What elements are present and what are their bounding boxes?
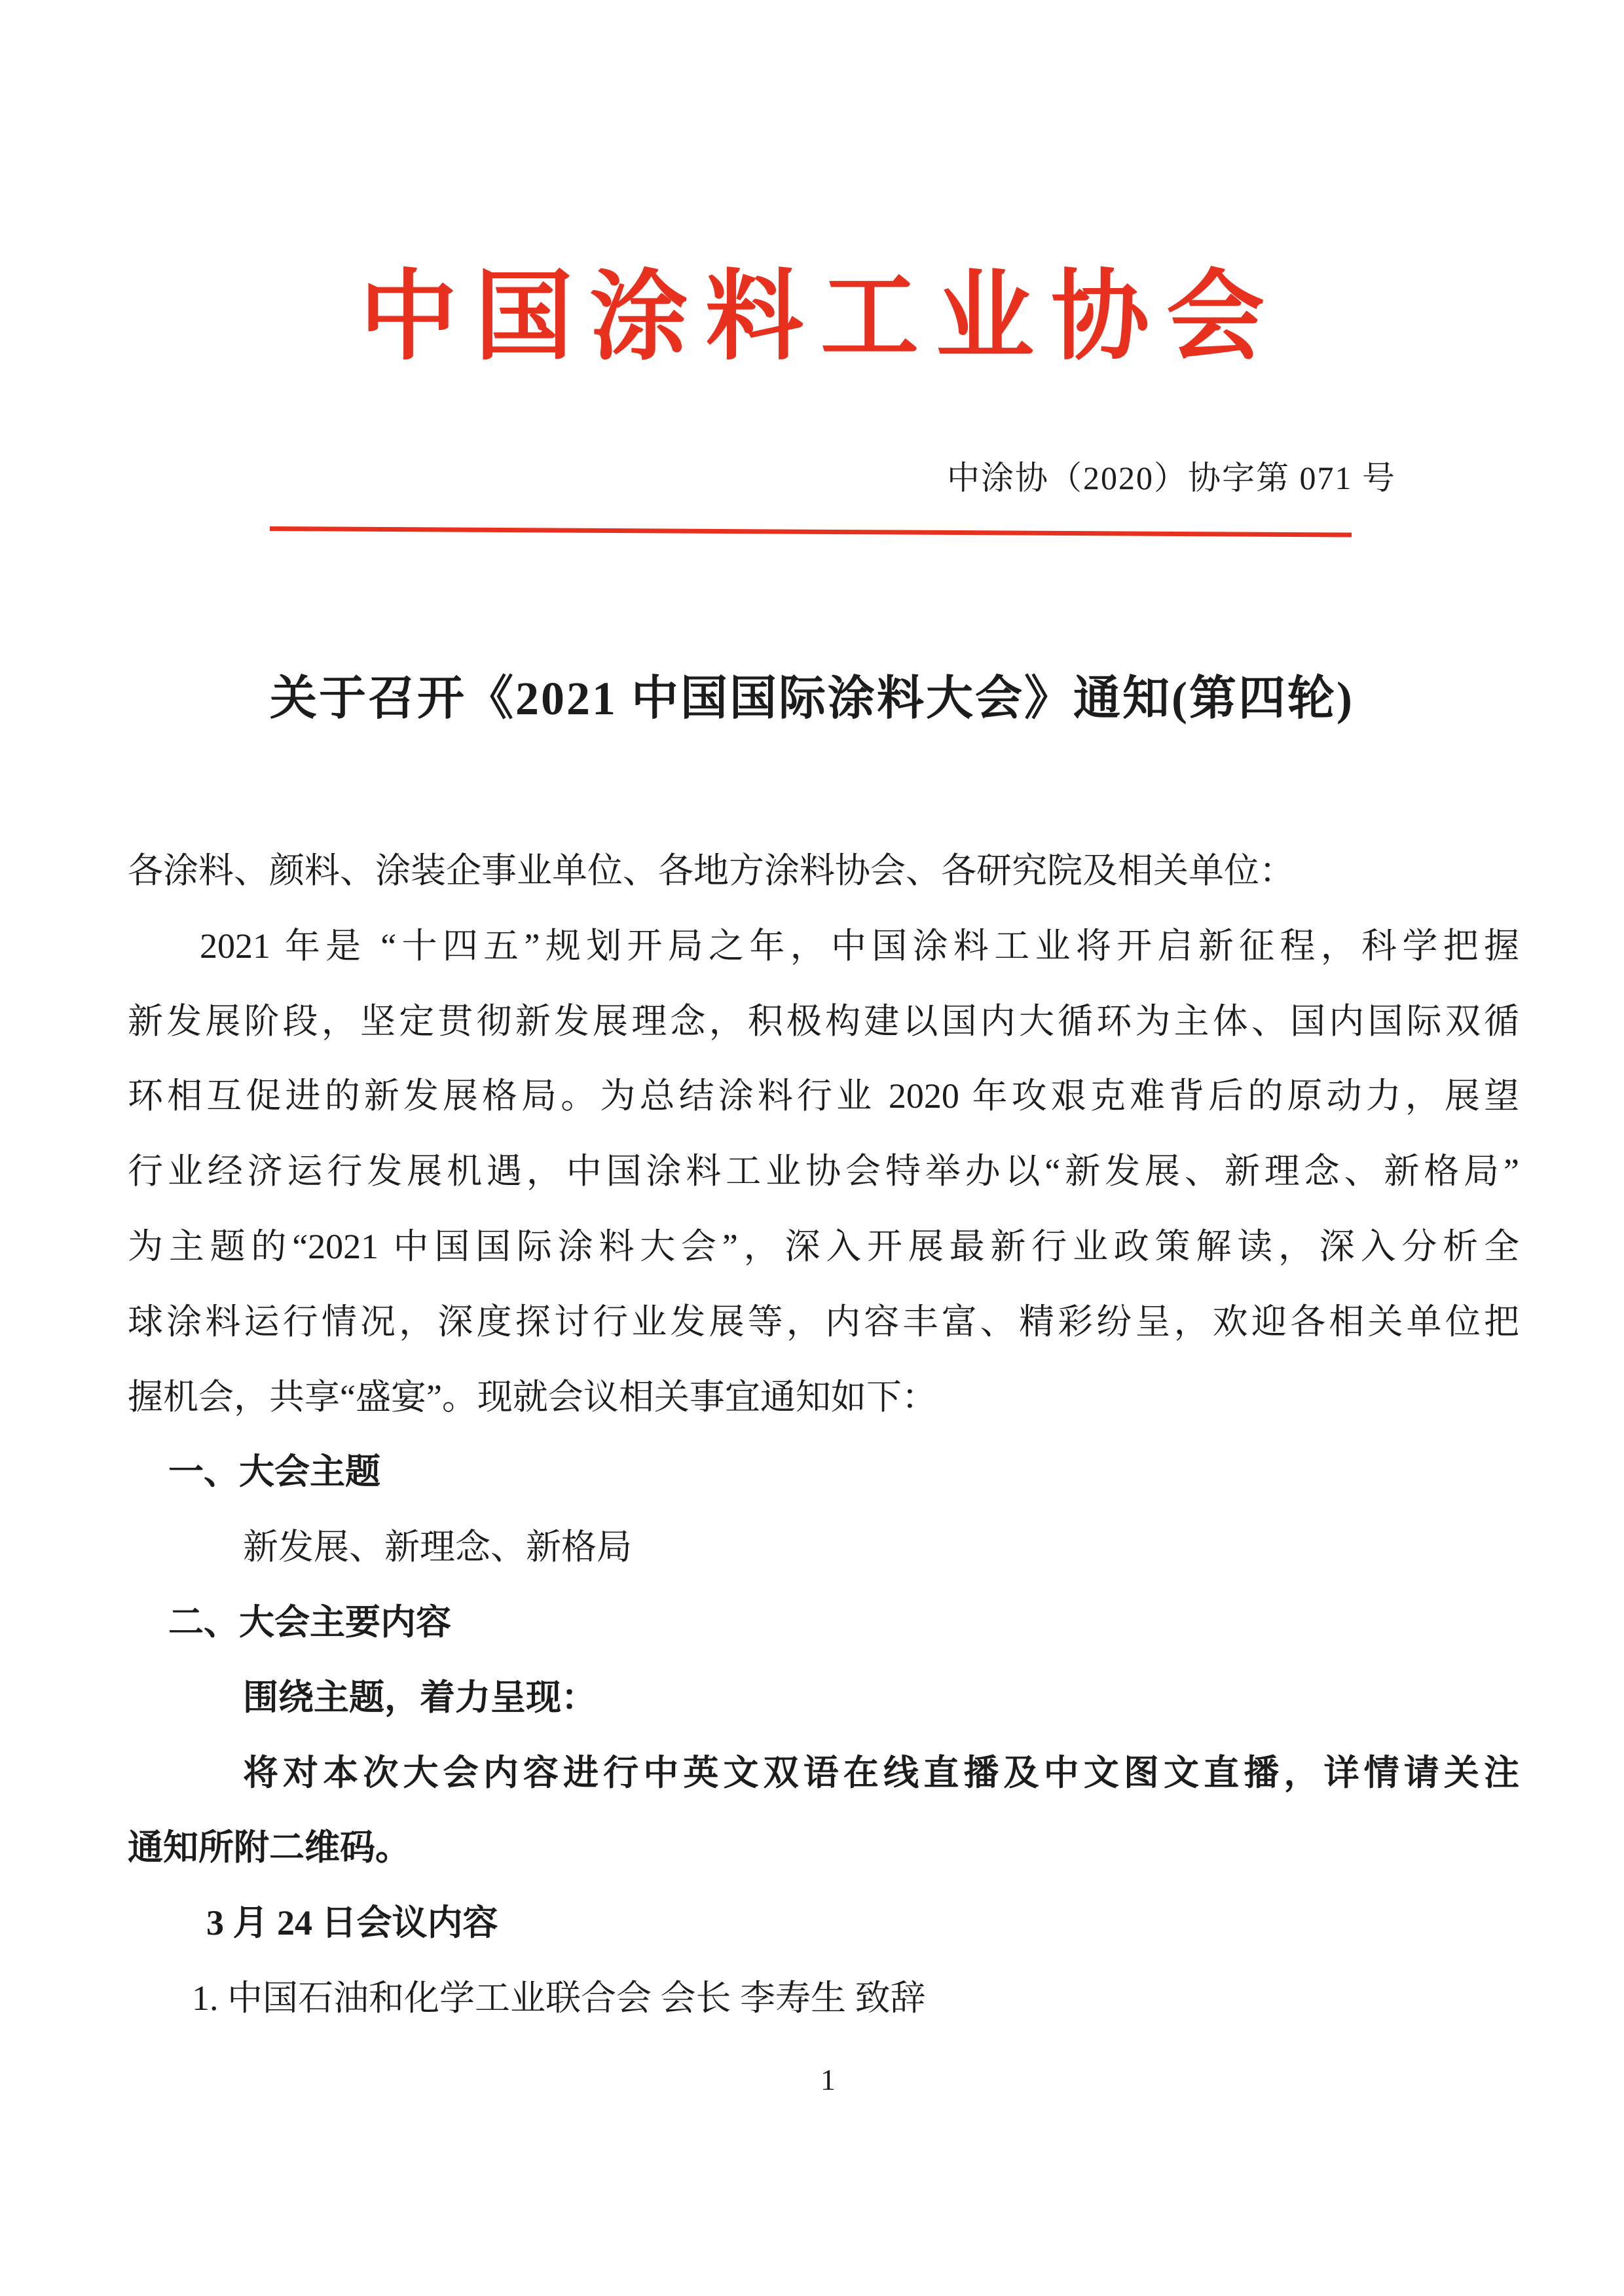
live-broadcast-line: 将对本次大会内容进行中英文双语在线直播及中文图文直播，详情请关注 xyxy=(243,1753,1519,1793)
notice-title: 关于召开《2021 中国国际涂料大会》通知(第四轮) xyxy=(270,672,1354,725)
body-line: 握机会，共享“盛宴”。现就会议相关事宜通知如下： xyxy=(128,1377,937,1417)
body-line: 为主题的“2021 中国国际涂料大会”，深入开展最新行业政策解读，深入分析全 xyxy=(128,1226,1519,1266)
theme-line: 新发展、新理念、新格局 xyxy=(243,1527,632,1567)
document-number: 中涂协（2020）协字第 071 号 xyxy=(947,460,1396,496)
notice-body xyxy=(128,833,1519,2036)
red-divider-rule xyxy=(270,526,1352,538)
salutation-line: 各涂料、颜料、涂装企事业单位、各地方涂料协会、各研究院及相关单位： xyxy=(128,851,1295,890)
heading-conference-theme: 一、大会主题 xyxy=(168,1452,380,1492)
body-line: 新发展阶段，坚定贯彻新发展理念，积极构建以国内大循环为主体、国内国际双循 xyxy=(128,1001,1519,1041)
body-line: 球涂料运行情况，深度探讨行业发展等，内容丰富、精彩纷呈，欢迎各相关单位把 xyxy=(128,1302,1519,1341)
heading-main-content: 二、大会主要内容 xyxy=(168,1602,451,1642)
body-line: 环相互促进的新发展格局。为总结涂料行业 2020 年攻艰克难背后的原动力，展望 xyxy=(128,1076,1519,1116)
live-broadcast-line: 通知所附二维码。 xyxy=(128,1828,411,1868)
agenda-item-1: 1. 中国石油和化学工业联合会 会长 李寿生 致辞 xyxy=(192,1978,926,2018)
organization-title: 中国涂料工业协会 xyxy=(359,263,1282,372)
subheading-around-theme: 围绕主题，着力呈现： xyxy=(243,1677,597,1717)
date-heading: 3 月 24 日会议内容 xyxy=(206,1903,498,1943)
page-number: 1 xyxy=(821,2063,836,2096)
body-line: 行业经济运行发展机遇，中国涂料工业协会特举办以“新发展、新理念、新格局” xyxy=(128,1152,1519,1192)
body-line: 2021 年是 “十四五”规划开局之年，中国涂料工业将开启新征程，科学把握 xyxy=(200,926,1519,966)
